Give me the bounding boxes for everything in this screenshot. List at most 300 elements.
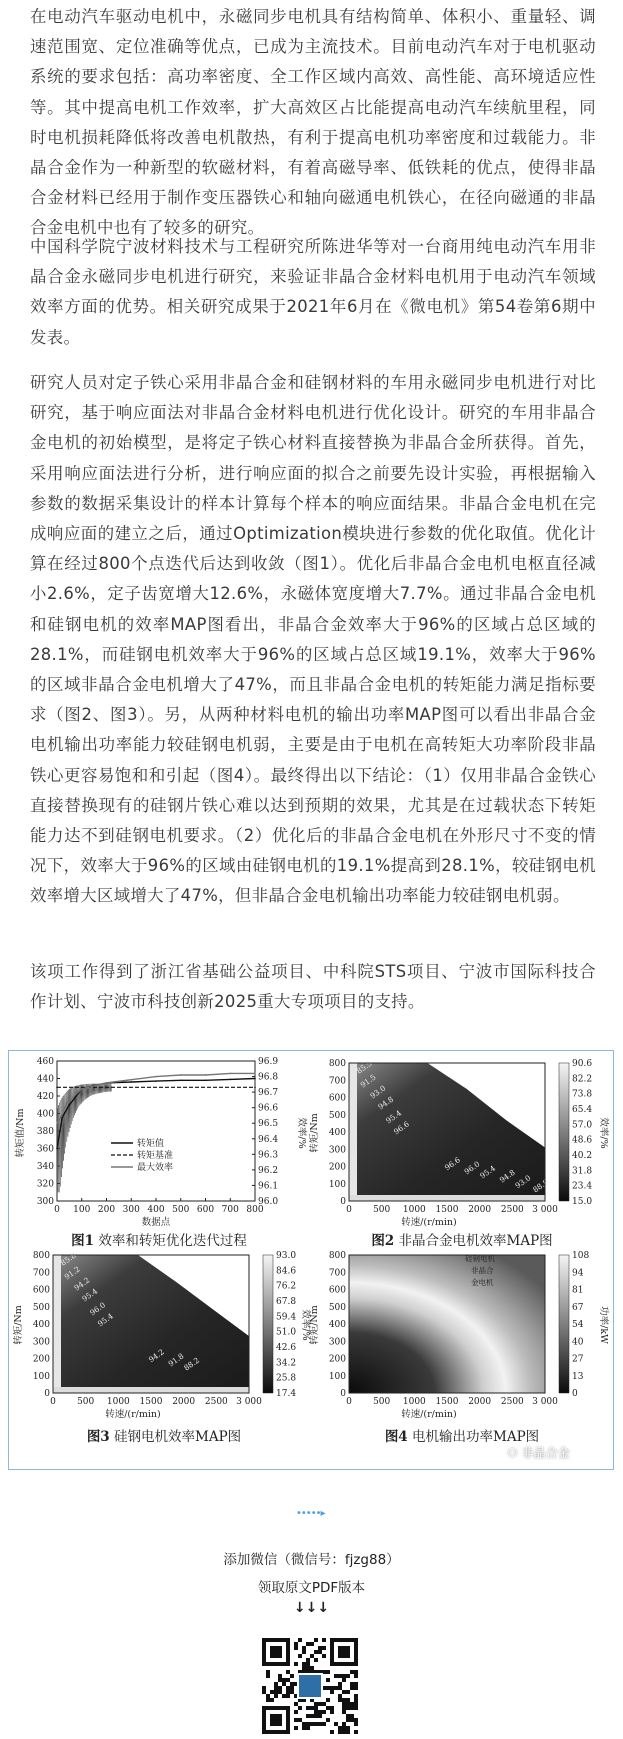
fig4-cbar-label: 功率/kW — [598, 1306, 609, 1344]
qr-cell — [354, 1722, 358, 1726]
fig1-point — [56, 1086, 58, 1088]
qr-cell — [346, 1702, 350, 1706]
fig3-cbar-label: 效率/% — [300, 1309, 311, 1341]
fig3-cbar-tick: 25.8 — [276, 1373, 297, 1384]
fig1-point — [229, 1073, 231, 1075]
qr-cell — [294, 1646, 298, 1650]
qr-cell — [330, 1730, 334, 1734]
fig4-cbar-tick: 0 — [572, 1389, 578, 1399]
qr-finder-core — [270, 1646, 282, 1658]
qr-cell — [274, 1682, 278, 1686]
fig1-point — [155, 1080, 157, 1082]
qr-cell — [310, 1654, 314, 1658]
fig2-ytick-label: 500 — [328, 1110, 346, 1121]
fig3-low-speed-band — [53, 1255, 61, 1393]
fig3-caption — [29, 1425, 299, 1445]
fig4-xtick-label: 3 000 — [532, 1397, 558, 1407]
fig1-y2label: 效率/% — [296, 1117, 307, 1149]
fig1-plot-area — [57, 1061, 255, 1201]
fig4-ytick-label: 500 — [328, 1302, 346, 1313]
paragraph-4: 该项工作得到了浙江省基础公益项目、中科院STS项目、宁波市国际科技合作计划、宁波市科技创新2025重大专项项目的支持。 — [30, 962, 596, 1012]
qr-cell — [266, 1694, 270, 1698]
qr-cell — [338, 1730, 342, 1734]
fig3-ytick-label: 0 — [44, 1389, 50, 1399]
qr-cell — [354, 1706, 358, 1710]
qr-cell — [346, 1706, 350, 1710]
qr-cell — [298, 1718, 302, 1722]
fig2-ytick-label: 300 — [328, 1145, 346, 1156]
qr-cell — [298, 1638, 302, 1642]
fig1-ytick-label: 420 — [36, 1092, 54, 1102]
qr-cell — [338, 1686, 342, 1690]
qr-cell — [326, 1686, 330, 1690]
qr-cell — [310, 1666, 314, 1670]
qr-cell — [346, 1690, 350, 1694]
qr-cell — [342, 1702, 346, 1706]
qr-cell — [350, 1718, 354, 1722]
fig2-cbar-tick: 31.8 — [572, 1166, 593, 1177]
qr-cell — [306, 1722, 310, 1726]
fig2-cbar-tick: 48.6 — [572, 1135, 593, 1146]
fig1-y2tick-label: 96.3 — [258, 1150, 279, 1161]
qr-cell — [262, 1686, 266, 1690]
qr-cell — [310, 1642, 314, 1646]
qr-cell — [274, 1690, 278, 1694]
qr-cell — [306, 1706, 310, 1710]
fig4-annot-silicon: 硅钢电机 — [465, 1254, 495, 1263]
fig1-point — [69, 1104, 71, 1106]
qr-cell — [342, 1730, 346, 1734]
fig2-ylabel: 转矩/Nm — [309, 1113, 320, 1153]
fig1-point — [106, 1082, 108, 1084]
fig2-caption-text: 非晶合金电机效率MAP图 — [398, 1233, 553, 1249]
qr-cell — [326, 1698, 330, 1702]
fig3-cbar-tick: 51.0 — [276, 1327, 297, 1338]
fig3-ytick-label: 200 — [32, 1354, 50, 1365]
qr-cell — [322, 1710, 326, 1714]
qr-cell — [302, 1726, 306, 1730]
fig1-caption-num: 图1 — [71, 1233, 95, 1249]
qr-cell — [326, 1706, 330, 1710]
fig2-cbar-tick: 40.2 — [572, 1151, 593, 1161]
fig1-point — [56, 1122, 58, 1124]
qr-cell — [286, 1686, 290, 1690]
fig4-ytick-label: 0 — [340, 1389, 346, 1399]
qr-cell — [322, 1702, 326, 1706]
fig4-ytick-label: 800 — [328, 1251, 346, 1261]
qr-cell — [294, 1642, 298, 1646]
qr-cell — [310, 1714, 314, 1718]
qr-cell — [346, 1718, 350, 1722]
fig4-cbar-tick: 94 — [572, 1268, 584, 1279]
fig3-xtick-label: 500 — [77, 1397, 95, 1407]
fig4-cbar-tick: 13 — [572, 1371, 584, 1382]
qr-cell — [298, 1706, 302, 1710]
fig1-point — [61, 1117, 63, 1119]
watermark — [507, 1444, 570, 1461]
qr-cell — [294, 1726, 298, 1730]
fig1-ytick-label: 300 — [36, 1197, 54, 1207]
qr-cell — [346, 1714, 350, 1718]
fig1-ytick-label: 460 — [36, 1057, 54, 1067]
qr-cell — [270, 1690, 274, 1694]
fig3-cbar-tick: 67.8 — [276, 1297, 297, 1307]
fig3-ytick-label: 400 — [32, 1320, 50, 1330]
fig2-contour-label: 94.8 — [376, 1094, 396, 1112]
qr-cell — [342, 1678, 346, 1682]
qr-cell — [262, 1690, 266, 1694]
qr-cell — [354, 1698, 358, 1702]
qr-cell — [318, 1714, 322, 1718]
qr-cell — [342, 1674, 346, 1678]
fig2-cbar-label: 效率/% — [598, 1117, 609, 1149]
fig1-xtick-label: 400 — [147, 1205, 165, 1215]
fig3-cbar-tick: 84.6 — [276, 1266, 297, 1277]
footer-wechat: 添加微信（微信号：fjzg88） — [223, 1552, 400, 1568]
fig2-cbar-tick: 65.4 — [572, 1105, 593, 1115]
qr-cell — [302, 1722, 306, 1726]
figure-panel — [8, 1050, 614, 1470]
paragraph-2: 中国科学院宁波材料技术与工程研究所陈进华等对一台商用纯电动汽车用非晶合金永磁同步电机进行研究，来验证非晶合金材料电机用于电动汽车领域效率方面的优势。相关研究成果于2021年6月在《微电机》第54卷第6期中发表。 — [30, 237, 596, 347]
fig1-ytick-label: 340 — [36, 1162, 54, 1172]
fig3-chart — [13, 1247, 311, 1447]
fig3-xtick-label: 0 — [50, 1397, 56, 1407]
fig2-xlabel: 转速/(r/min) — [401, 1217, 457, 1228]
qr-cell — [310, 1706, 314, 1710]
watermark-text: 非晶合金 — [521, 1446, 570, 1460]
fig1-y2tick-label: 96.6 — [258, 1103, 279, 1114]
paragraph-3: 研究人员对定子铁心采用非晶合金和硅钢材料的车用永磁同步电机进行对比研究，基于响应面法对非晶合金材料电机进行优化设计。研究的车用非晶合金电机的初始模型，是将定子铁心材料直接替换为非晶合金所获得。首先，采用响应面法进行分析，进行响应面的拟合之前要先设计实验，再根据输入参数的数据采集设计的样本计算每个样本的响应面结果。非晶合金电机在完成响应面的建立之后，通过Optimization模块进行参数的优化取值。优化计算在经过800个点迭代后达到收敛（图1）。优化后非晶合金电机电枢直径减小2.6%，定子齿宽增大12.6%，永磁体宽度增大7.7%。通过非晶合金电机和硅钢电机的效率MAP图看出，非晶合金效率大于96%的区域占总区域的28.1%，而硅钢电机效率大于96%的区域占总区域19.1%，效率大于96%的区域非晶合金电机增大了47%，而且非晶合金电机的转矩能力满足指标要求（图2、图3）。另，从两种材料电机的输出功率MAP图可以看出非晶合金电机输出功率能力较硅钢电机弱，主要是由于电机在高转矩大功率阶段非晶铁心更容易饱和和引起（图4）。最终得出以下结论：（1）仅用非晶合金铁心直接替换现有的硅钢片铁心难以达到预期的效果，尤其是在过载状态下转矩能力达不到硅钢电机要求。（2）优化后的非晶合金电机在外形尺寸不变的情况下，效率大于96%的区域由硅钢电机的19.1%提高到28.1%，较硅钢电机效率增大区域增大了47%，但非晶合金电机输出功率能力较硅钢电机弱。 — [30, 373, 596, 906]
fig4-ytick-label: 600 — [328, 1285, 346, 1296]
fig2-contour-label: 85.5 — [354, 1058, 374, 1076]
fig2-contour-label: 95.4 — [384, 1108, 404, 1126]
qr-cell — [342, 1726, 346, 1730]
fig1-ytick-label: 400 — [36, 1109, 54, 1120]
qr-finder-core — [338, 1646, 350, 1658]
fig3-contour-label: 88.2 — [182, 1355, 202, 1373]
fig3-xtick-label: 3 000 — [236, 1397, 262, 1407]
qr-cell — [330, 1690, 334, 1694]
fig1-xtick-label: 100 — [73, 1205, 91, 1215]
fig2-cbar-tick: 57.0 — [572, 1120, 593, 1131]
qr-cell — [334, 1674, 338, 1678]
qr-cell — [322, 1722, 326, 1726]
fig3-caption-num: 图3 — [86, 1429, 110, 1445]
qr-cell — [354, 1718, 358, 1722]
fig4-ytick-label: 300 — [328, 1337, 346, 1348]
fig4-xtick-label: 2000 — [468, 1397, 492, 1407]
fig1-caption — [39, 1229, 279, 1249]
qr-cell — [338, 1726, 342, 1730]
fig1-legend — [111, 1137, 173, 1173]
fig1-point — [130, 1079, 132, 1081]
fig2-cbar-tick: 73.8 — [572, 1089, 593, 1100]
fig1-ytick-label: 320 — [36, 1179, 54, 1190]
qr-cell — [298, 1654, 302, 1658]
fig1-y2tick-label: 96.9 — [258, 1057, 279, 1067]
fig2-colorbar — [559, 1063, 569, 1201]
qr-cell — [350, 1702, 354, 1706]
qr-cell — [350, 1706, 354, 1710]
qr-cell — [306, 1714, 310, 1718]
fig4-xtick-label: 500 — [373, 1397, 391, 1407]
qr-cell — [342, 1690, 346, 1694]
fig2-contour-label: 96.6 — [392, 1119, 411, 1137]
fig3-contour-label: 96.0 — [88, 1300, 108, 1318]
fig3-ytick-label: 300 — [32, 1337, 50, 1348]
qr-cell — [290, 1682, 294, 1686]
qr-cell — [338, 1674, 342, 1678]
fig4-ytick-label: 700 — [328, 1268, 346, 1279]
qr-cell — [322, 1638, 326, 1642]
qr-cell — [294, 1718, 298, 1722]
qr-cell — [330, 1710, 334, 1714]
fig4-caption-num: 图4 — [384, 1429, 408, 1445]
fig3-ylabel: 转矩/Nm — [13, 1305, 24, 1345]
fig2-low-speed-band — [349, 1063, 357, 1201]
fig4-xtick-label: 0 — [346, 1397, 352, 1407]
fig3-ytick-label: 500 — [32, 1302, 50, 1313]
qr-cell — [338, 1682, 342, 1686]
fig1-caption-text: 效率和转矩优化迭代过程 — [98, 1233, 247, 1249]
fig3-ytick-label: 800 — [32, 1251, 50, 1261]
fig4-annot-amorphous-1: 非晶合 — [471, 1266, 494, 1275]
fig3-contour-label: 94.2 — [146, 1347, 166, 1365]
qr-cell — [314, 1650, 318, 1654]
qr-cell — [342, 1710, 346, 1714]
fig3-contour-label: 95.4 — [96, 1311, 115, 1329]
fig3-contour-label: 94.2 — [72, 1275, 92, 1293]
fig1-point — [254, 1086, 256, 1088]
fig2-ytick-label: 400 — [328, 1128, 346, 1138]
fig4-cbar-tick: 108 — [572, 1251, 590, 1261]
qr-cell — [290, 1690, 294, 1694]
qr-cell — [346, 1726, 350, 1730]
qr-cell — [274, 1686, 278, 1690]
decorative-dots-icon: •••••▸ — [296, 1508, 325, 1519]
qr-cell — [354, 1674, 358, 1678]
fig3-cbar-tick: 17.4 — [276, 1389, 297, 1399]
fig2-chart — [309, 1055, 609, 1255]
qr-cell — [354, 1730, 358, 1734]
qr-cell — [314, 1706, 318, 1710]
fig1-xtick-label: 700 — [221, 1205, 239, 1215]
wechat-icon: ⚇ — [507, 1446, 518, 1460]
qr-code[interactable] — [262, 1638, 358, 1734]
fig2-ytick-label: 600 — [328, 1093, 346, 1104]
fig1-y2tick-label: 96.5 — [258, 1119, 279, 1130]
fig3-xtick-label: 1500 — [139, 1397, 163, 1407]
qr-cell — [342, 1706, 346, 1710]
qr-cell — [318, 1646, 322, 1650]
qr-cell — [286, 1678, 290, 1682]
footer-pdf: 领取原文PDF版本 — [257, 1580, 366, 1596]
fig1-ytick-label: 380 — [36, 1127, 54, 1137]
fig1-y2tick-label: 96.2 — [258, 1165, 279, 1176]
fig4-xtick-label: 1000 — [402, 1397, 426, 1407]
fig4-xtick-label: 1500 — [435, 1397, 459, 1407]
fig2-ytick-label: 100 — [328, 1179, 346, 1190]
qr-cell — [342, 1698, 346, 1702]
fig3-colorbar — [263, 1255, 273, 1393]
qr-cell — [350, 1714, 354, 1718]
qr-cell — [350, 1686, 354, 1690]
fig3-xtick-label: 1000 — [106, 1397, 130, 1407]
fig1-point — [205, 1079, 207, 1081]
qr-cell — [314, 1714, 318, 1718]
fig2-xtick-label: 2000 — [468, 1205, 492, 1215]
fig4-ylabel: 转矩/Nm — [309, 1305, 320, 1345]
fig3-cbar-tick: 59.4 — [276, 1312, 297, 1323]
qr-cell — [278, 1690, 282, 1694]
qr-cell — [326, 1670, 330, 1674]
qr-cell — [306, 1662, 310, 1666]
fig2-xtick-label: 1500 — [435, 1205, 459, 1215]
fig1-xtick-label: 300 — [122, 1205, 140, 1215]
fig1-point — [205, 1074, 207, 1076]
fig3-ytick-label: 600 — [32, 1285, 50, 1296]
qr-cell — [334, 1722, 338, 1726]
qr-cell — [282, 1678, 286, 1682]
fig3-contour-label: 91.8 — [166, 1351, 186, 1369]
qr-cell — [318, 1702, 322, 1706]
fig3-ytick-label: 100 — [32, 1371, 50, 1382]
qr-cell — [334, 1686, 338, 1690]
fig3-caption-text: 硅钢电机效率MAP图 — [114, 1429, 242, 1445]
qr-cell — [266, 1670, 270, 1674]
qr-cell — [338, 1694, 342, 1698]
fig2-caption — [327, 1229, 597, 1249]
qr-cell — [354, 1702, 358, 1706]
fig2-ytick-label: 200 — [328, 1162, 346, 1173]
fig3-cbar-tick: 76.2 — [276, 1281, 297, 1292]
fig4-cbar-tick: 27 — [572, 1354, 584, 1365]
fig1-point — [254, 1073, 256, 1075]
fig4-ytick-label: 200 — [328, 1354, 346, 1365]
qr-cell — [266, 1698, 270, 1702]
fig4-xlabel: 转速/(r/min) — [401, 1409, 457, 1420]
fig1-point — [81, 1088, 83, 1090]
qr-cell — [294, 1710, 298, 1714]
fig1-point — [180, 1079, 182, 1081]
qr-cell — [302, 1646, 306, 1650]
fig2-contour-label: 88.8 — [531, 1177, 551, 1195]
fig1-ylabel: 转矩值/Nm — [15, 1108, 26, 1158]
fig3-xlabel: 转速/(r/min) — [105, 1409, 161, 1420]
qr-cell — [278, 1686, 282, 1690]
fig2-ytick-label: 800 — [328, 1059, 346, 1069]
fig2-contour-label: 94.8 — [497, 1167, 517, 1185]
qr-cell — [266, 1674, 270, 1678]
qr-cell — [350, 1682, 354, 1686]
qr-cell — [318, 1650, 322, 1654]
qr-cell — [314, 1658, 318, 1662]
qr-cell — [354, 1682, 358, 1686]
qr-cell — [346, 1698, 350, 1702]
fig1-xtick-label: 200 — [97, 1205, 116, 1215]
fig3-ytick-label: 700 — [32, 1268, 50, 1279]
fig2-contour-label: 93.0 — [513, 1173, 533, 1191]
fig1-legend-torque: 转矩值 — [137, 1139, 165, 1149]
fig2-xtick-label: 500 — [373, 1205, 391, 1215]
fig1-y2tick-label: 96.4 — [258, 1134, 279, 1145]
fig2-ytick-label: 0 — [340, 1197, 346, 1207]
fig1-xtick-label: 600 — [196, 1205, 215, 1215]
qr-cell — [326, 1678, 330, 1682]
fig2-contour-label: 96.0 — [462, 1159, 482, 1177]
fig4-caption-text: 电机输出功率MAP图 — [412, 1429, 540, 1445]
fig1-ytick-label: 440 — [36, 1074, 54, 1085]
fig3-xtick-label: 2000 — [172, 1397, 196, 1407]
fig1-xtick-label: 500 — [172, 1205, 190, 1215]
fig3-contour-label: 85.8 — [58, 1250, 78, 1268]
qr-cell — [342, 1722, 346, 1726]
qr-cell — [282, 1694, 286, 1698]
qr-cell — [330, 1706, 334, 1710]
fig2-caption-num: 图2 — [371, 1233, 395, 1249]
fig1-chart — [13, 1055, 311, 1255]
fig4-cbar-tick: 54 — [572, 1320, 584, 1330]
fig4-power-field — [349, 1255, 545, 1393]
qr-cell — [318, 1710, 322, 1714]
qr-cell — [270, 1698, 274, 1702]
qr-cell — [326, 1718, 330, 1722]
fig1-y2tick-label: 96.0 — [258, 1197, 279, 1207]
fig2-xtick-label: 0 — [346, 1205, 352, 1215]
qr-cell — [278, 1678, 282, 1682]
fig2-cbar-tick: 82.2 — [572, 1074, 593, 1085]
fig1-point — [180, 1074, 182, 1076]
fig1-point — [155, 1076, 157, 1078]
qr-cell — [318, 1722, 322, 1726]
fig3-contour-label: 91.2 — [62, 1264, 82, 1282]
qr-cell — [302, 1650, 306, 1654]
fig2-cbar-tick: 90.6 — [572, 1059, 593, 1069]
qr-cell — [306, 1726, 310, 1730]
fig4-xtick-label: 2500 — [500, 1397, 524, 1407]
fig3-xtick-label: 2500 — [204, 1397, 228, 1407]
fig2-cbar-tick: 23.4 — [572, 1181, 593, 1192]
qr-cell — [354, 1694, 358, 1698]
fig4-chart — [309, 1247, 609, 1447]
fig1-point — [56, 1148, 58, 1150]
qr-cell — [354, 1686, 358, 1690]
fig4-colorbar — [559, 1255, 569, 1393]
fig1-legend-ref: 转矩基准 — [137, 1151, 174, 1161]
fig1-y2tick-label: 96.7 — [258, 1088, 279, 1099]
qr-cell — [282, 1682, 286, 1686]
qr-cell — [302, 1662, 306, 1666]
qr-cell — [286, 1694, 290, 1698]
qr-cell — [314, 1702, 318, 1706]
fig2-contour-label: 95.4 — [478, 1163, 498, 1181]
fig3-cbar-tick: 42.6 — [276, 1343, 297, 1353]
fig2-ytick-label: 700 — [328, 1076, 346, 1087]
qr-cell — [286, 1670, 290, 1674]
fig1-legend-eff: 最大效率 — [137, 1163, 174, 1173]
paragraph-1: 在电动汽车驱动电机中，永磁同步电机具有结构简单、体积小、重量轻、调速范围宽、定位准确等优点，已成为主流技术。目前电动汽车对于电机驱动系统的要求包括：高功率密度、全工作区域内高效、高性能、高环境适应性等。其中提高电机工作效率，扩大高效区占比能提高电动汽车续航里程，同时电机损耗降低将改善电机散热，有利于提高电机功率密度和过载能力。非晶合金作为一种新型的软磁材料，有着高磁导率、低铁耗的优点，使得非晶合金材料已经用于制作变压器铁心和轴向磁通电机铁心，在径向磁通的非晶合金电机中也有了较多的研究。 — [30, 7, 596, 238]
fig1-ytick-label: 360 — [36, 1144, 54, 1155]
qr-cell — [322, 1646, 326, 1650]
qr-cell — [302, 1666, 306, 1670]
qr-cell — [354, 1670, 358, 1674]
fig4-ytick-label: 100 — [328, 1371, 346, 1382]
fig4-cbar-tick: 40 — [572, 1337, 584, 1348]
fig3-cbar-tick: 34.2 — [276, 1358, 297, 1369]
fig2-xtick-label: 3 000 — [532, 1205, 558, 1215]
qr-cell — [278, 1674, 282, 1678]
fig2-cbar-tick: 15.0 — [572, 1197, 593, 1207]
